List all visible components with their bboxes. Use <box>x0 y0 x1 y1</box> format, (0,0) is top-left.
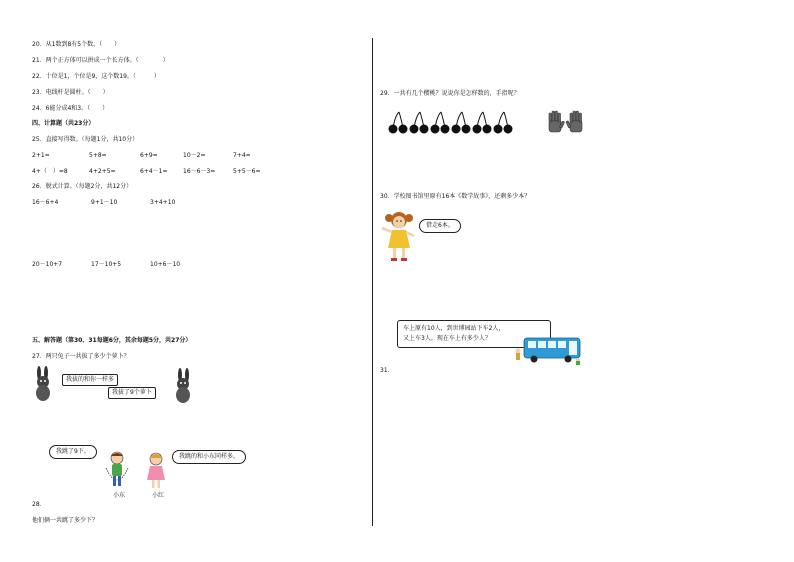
question-28-number: 28． <box>32 501 46 508</box>
rabbit-icon <box>170 368 196 404</box>
q27-bubble-2: 我拔了9个萝卜 <box>108 387 156 399</box>
q27-bubble-1: 我拔的和你一样多 <box>62 374 118 386</box>
question-26-title: 26．脱式计算。（每题2分，共12分） <box>32 183 133 190</box>
rabbit-icon <box>30 366 56 402</box>
q26-r1-c2: 9+1－10 <box>91 199 118 206</box>
q28-name-xiaodong: 小东 <box>113 492 126 499</box>
cherry-icon <box>388 110 518 134</box>
question-22: 22．十位是1，个位是9，这个数19。（ ） <box>32 73 160 80</box>
q26-r1-c3: 3+4+10 <box>150 199 176 206</box>
q25-r1-c2: 5+8= <box>89 152 107 159</box>
column-divider <box>372 38 373 526</box>
question-30: 30．学校图书馆里原有16本《数学故事》，还剩多少本？ <box>380 193 531 200</box>
girl-icon <box>380 208 418 264</box>
q28-bubble-2: 我跳的和小东同样多。 <box>172 450 246 464</box>
question-21: 21．两个正方体可以拼成一个长方体。（ ） <box>32 57 169 64</box>
question-28-text: 他们俩一共跳了多少下？ <box>32 517 99 524</box>
q28-name-xiaohong: 小红 <box>152 492 165 499</box>
q31-story-line-2: 又上车3人。现在车上有多少人？ <box>403 335 491 342</box>
question-31-number: 31． <box>380 367 394 374</box>
q26-r1-c1: 16－6+4 <box>32 199 59 206</box>
q28-bubble-1: 我跳了9下。 <box>49 445 97 459</box>
section-4-title: 四、计算题（共23分） <box>32 120 95 127</box>
q25-r2-c1: 4+（ ）=8 <box>32 168 68 175</box>
q30-bubble: 借走6本。 <box>419 219 461 233</box>
question-23: 23．电线杆是圆柱。（ ） <box>32 89 109 96</box>
q25-r2-c2: 4+2+5= <box>89 168 116 175</box>
q25-r2-c3: 6+4－1= <box>140 168 168 175</box>
question-25-title: 25．直接写得数。（每题1分，共10分） <box>32 136 139 143</box>
q25-r1-c3: 6+9= <box>140 152 158 159</box>
q25-r1-c1: 2+1= <box>32 152 50 159</box>
girl-icon <box>143 450 169 490</box>
question-20: 20．从1数到8有5个数。（ ） <box>32 41 121 48</box>
bus-icon <box>514 335 584 365</box>
question-27: 27．两只兔子一共拔了多少个萝卜？ <box>32 353 130 360</box>
q25-r1-c4: 10－2= <box>183 152 206 159</box>
q26-r2-c2: 17－10+5 <box>91 261 122 268</box>
q25-r1-c5: 7+4= <box>233 152 251 159</box>
q25-r2-c4: 16－6－3= <box>183 168 216 175</box>
q31-story-line-1: 车上原有10人，到世博园站下车2人， <box>403 325 505 332</box>
boy-icon <box>103 448 131 490</box>
q26-r2-c1: 20－10+7 <box>32 261 63 268</box>
q25-r2-c5: 5+5－6= <box>233 168 261 175</box>
section-5-title: 五、解答题（第30、31每题6分，其余每题5分，共27分） <box>32 337 192 344</box>
hand-icon <box>546 110 586 134</box>
question-24: 24．6能分成4和3。（ ） <box>32 105 109 112</box>
q26-r2-c3: 10+6－10 <box>150 261 181 268</box>
question-29: 29．一共有几个樱桃？说说你是怎样数的，手指呢？ <box>380 90 520 97</box>
